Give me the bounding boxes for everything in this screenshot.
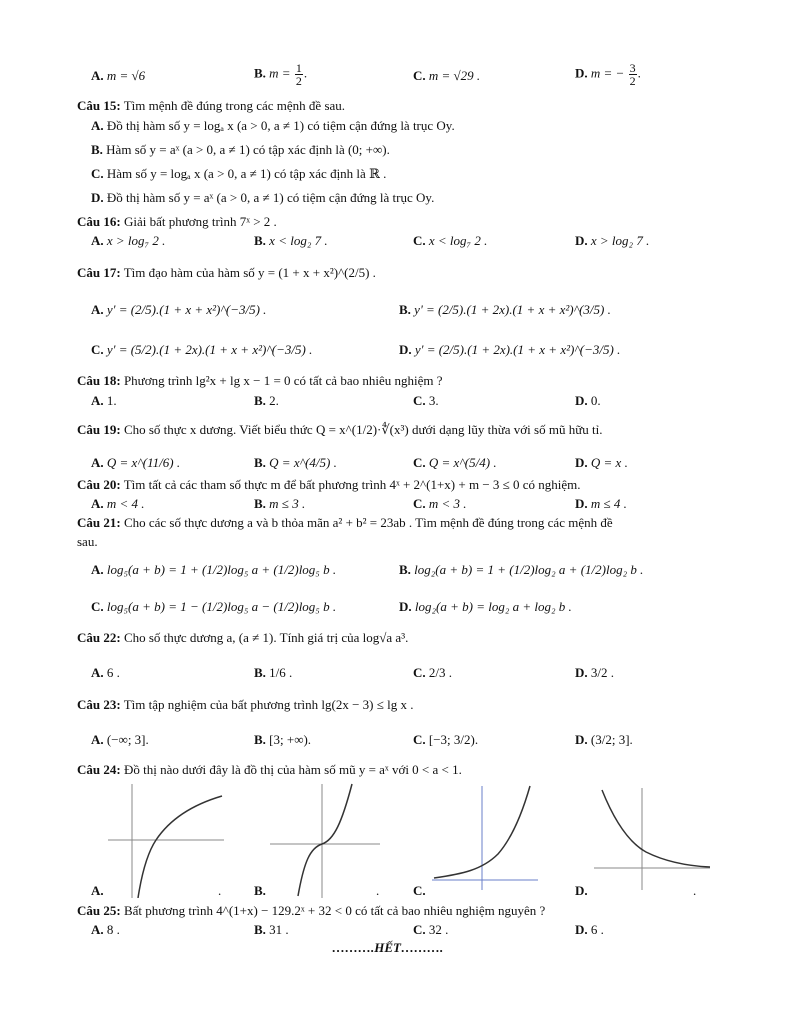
question-text: Bất phương trình 4^(1+x) − 129.2ˣ + 32 < 0 có tất cả bao nhiêu nghiệm nguyên ? (123, 903, 546, 918)
option-label: C. (413, 922, 426, 937)
graph-b-label (254, 883, 266, 899)
q20-option-b[interactable] (254, 496, 305, 512)
question-18 (77, 373, 443, 389)
option-label: C. (413, 68, 426, 83)
option-label: C. (91, 166, 104, 181)
question-label: Câu 25: (77, 903, 121, 918)
option-label: B. (254, 455, 266, 470)
option-text: m = (269, 65, 291, 81)
option-text: Đồ thị hàm số y = aˣ (a > 0, a ≠ 1) có tiệm cận đứng là trục Oy. (106, 190, 435, 205)
option-label: C. (413, 496, 426, 511)
curve (602, 790, 710, 867)
q17-option-a[interactable] (91, 302, 266, 318)
option-label: D. (575, 922, 588, 937)
question-label: Câu 23: (77, 697, 121, 712)
option-label: D. (575, 732, 588, 747)
option-text: [3; +∞). (269, 732, 312, 747)
option-text: 6 . (106, 665, 120, 680)
dot-text: . (693, 883, 697, 898)
option-label: C. (91, 342, 104, 357)
option-text: m = √29 . (428, 68, 481, 83)
q15-option-a[interactable] (91, 118, 455, 134)
q16-option-c[interactable] (413, 233, 487, 249)
option-label: A. (91, 883, 104, 898)
graph-b-dot (376, 883, 379, 899)
q16-option-d[interactable] (575, 233, 649, 249)
option-text: m ≤ 4 . (590, 496, 627, 511)
option-text: 3. (428, 393, 439, 408)
option-text: y' = (5/2).(1 + 2x).(1 + x + x²)^(−3/5) . (106, 342, 313, 357)
q16-option-a[interactable] (91, 233, 165, 249)
fraction: $\frac{3}{2}$ (629, 61, 636, 88)
q19-option-b[interactable] (254, 455, 337, 471)
option-label: A. (91, 302, 104, 317)
dot-text: . (376, 883, 380, 898)
q20-option-c[interactable] (413, 496, 467, 512)
question-label: Câu 22: (77, 630, 121, 645)
q21-option-d[interactable] (399, 599, 572, 615)
option-label: D. (399, 342, 412, 357)
option-text: Q = x . (590, 455, 628, 470)
option-label: B. (254, 65, 266, 81)
q21-option-b[interactable] (399, 562, 643, 578)
question-22 (77, 630, 408, 646)
option-label: C. (413, 665, 426, 680)
option-text: x < log₇ 2 . (428, 233, 488, 248)
option-text: m ≤ 3 . (269, 496, 306, 511)
q17-option-c[interactable] (91, 342, 312, 358)
question-text: Giải bất phương trình 7ˣ > 2 . (123, 214, 277, 229)
option-label: B. (91, 142, 103, 157)
option-label: B. (399, 302, 411, 317)
option-label: C. (413, 732, 426, 747)
option-label: A. (91, 393, 104, 408)
q14-option-a[interactable] (91, 68, 145, 84)
question-text: Cho các số thực dương a và b thỏa mãn a² + b² = 23ab . Tìm mệnh đề đúng trong các mệnh đề (123, 515, 613, 530)
option-label: A. (91, 68, 104, 83)
q18-option-d[interactable] (575, 393, 601, 409)
q25-option-a[interactable] (91, 922, 120, 938)
option-text: m < 4 . (106, 496, 145, 511)
question-label: Câu 15: (77, 98, 121, 113)
question-text: Tìm đạo hàm của hàm số y = (1 + x + x²)^(2/5) . (123, 265, 376, 280)
option-text: 8 . (106, 922, 120, 937)
option-label: D. (575, 665, 588, 680)
q25-option-d[interactable] (575, 922, 604, 938)
option-label: D. (575, 393, 588, 408)
question-text: Tìm mệnh đề đúng trong các mệnh đề sau. (123, 98, 346, 113)
option-label: B. (254, 883, 266, 898)
question-label: Câu 16: (77, 214, 121, 229)
option-label: C. (413, 883, 426, 898)
q21-option-c[interactable] (91, 599, 336, 615)
option-text: m = − (590, 65, 625, 81)
option-text: 1. (106, 393, 117, 408)
q17-option-d[interactable] (399, 342, 620, 358)
q18-option-b[interactable] (254, 393, 279, 409)
option-text: Hàm số y = logₐ x (a > 0, a ≠ 1) có tập xác định là ℝ . (106, 166, 387, 181)
question-21 (77, 515, 613, 531)
q16-option-b[interactable] (254, 233, 328, 249)
question-text: Tìm tất cả các tham số thực m để bất phương trình 4ˣ + 2^(1+x) + m − 3 ≤ 0 có nghiệm. (123, 477, 581, 492)
option-label: A. (91, 732, 104, 747)
q21-option-a[interactable] (91, 562, 336, 578)
graph-d-label (575, 883, 588, 899)
option-label: A. (91, 118, 104, 133)
end-marker: ……….HẾT………. (332, 940, 444, 955)
option-text: Hàm số y = aˣ (a > 0, a ≠ 1) có tập xác định là (0; +∞). (106, 142, 390, 157)
q18-option-a[interactable] (91, 393, 117, 409)
option-label: B. (254, 393, 266, 408)
option-text: 6 . (590, 922, 604, 937)
option-text: y' = (2/5).(1 + 2x).(1 + x + x²)^(−3/5) . (414, 342, 621, 357)
option-label: D. (399, 599, 412, 614)
option-label: C. (413, 455, 426, 470)
question-20 (77, 477, 581, 493)
option-label: B. (254, 233, 266, 248)
question-text: Phương trình lg²x + lg x − 1 = 0 có tất cả bao nhiêu nghiệm ? (123, 373, 443, 388)
question-17 (77, 265, 376, 281)
option-label: A. (91, 665, 104, 680)
q25-option-b[interactable] (254, 922, 289, 938)
option-label: A. (91, 496, 104, 511)
option-text: (−∞; 3]. (106, 732, 149, 747)
option-text: x > log₂ 7 . (590, 233, 650, 248)
option-text: x > log₇ 2 . (106, 233, 166, 248)
option-label: A. (91, 562, 104, 577)
option-label: A. (91, 922, 104, 937)
question-text: Cho số thực dương a, (a ≠ 1). Tính giá trị của log√a a³. (123, 630, 409, 645)
option-text: 2. (269, 393, 279, 408)
q20-option-a[interactable] (91, 496, 145, 512)
q14-option-d[interactable]: D. m = − $\frac{3}{2}$ . (575, 61, 641, 88)
q23-option-c[interactable] (413, 732, 478, 748)
option-label: A. (91, 233, 104, 248)
question-19 (77, 422, 602, 438)
option-label: C. (413, 393, 426, 408)
option-text: 2/3 . (428, 665, 453, 680)
question-text: sau. (77, 534, 98, 549)
q19-option-a[interactable] (91, 455, 180, 471)
question-text: Cho số thực x dương. Viết biểu thức Q = x^(1/2)·∜(x³) dưới dạng lũy thừa với số mũ hữu tỉ. (123, 422, 603, 437)
option-label: D. (575, 65, 588, 81)
graph-a-label (91, 883, 104, 899)
question-label: Câu 18: (77, 373, 121, 388)
curve (298, 784, 352, 896)
option-text: 0. (590, 393, 601, 408)
option-label: C. (91, 599, 104, 614)
option-text: 1/6 . (269, 665, 293, 680)
option-label: B. (254, 922, 266, 937)
option-text: log₂(a + b) = 1 + (1/2)log₂ a + (1/2)log₂ b . (414, 562, 644, 577)
option-text: y' = (2/5).(1 + 2x).(1 + x + x²)^(3/5) . (414, 302, 611, 317)
q22-option-d[interactable] (575, 665, 614, 681)
q23-option-b[interactable] (254, 732, 311, 748)
option-text: 32 . (428, 922, 449, 937)
graph-d-dot (693, 883, 696, 899)
question-label: Câu 21: (77, 515, 121, 530)
option-label: A. (91, 455, 104, 470)
graph-d[interactable] (594, 786, 712, 892)
question-label: Câu 20: (77, 477, 121, 492)
question-15 (77, 98, 345, 114)
q15-option-d[interactable] (91, 190, 434, 206)
question-23 (77, 697, 414, 713)
question-label: Câu 17: (77, 265, 121, 280)
option-text: m = √6 (106, 68, 146, 83)
question-24 (77, 762, 462, 778)
q25-option-c[interactable] (413, 922, 448, 938)
option-label: B. (399, 562, 411, 577)
q19-option-d[interactable] (575, 455, 628, 471)
option-label: C. (413, 233, 426, 248)
option-label: D. (575, 496, 588, 511)
option-text: Q = x^(5/4) . (428, 455, 497, 470)
option-text: y' = (2/5).(1 + x + x²)^(−3/5) . (106, 302, 267, 317)
option-text: [−3; 3/2). (428, 732, 479, 747)
q18-option-c[interactable] (413, 393, 439, 409)
option-text: Q = x^(11/6) . (106, 455, 181, 470)
q19-option-c[interactable] (413, 455, 497, 471)
q22-option-b[interactable] (254, 665, 292, 681)
fraction: $\frac{1}{2}$ (295, 61, 302, 88)
option-text: m < 3 . (428, 496, 467, 511)
q14-option-c[interactable] (413, 68, 480, 84)
option-text: 31 . (269, 922, 289, 937)
question-text: Tìm tập nghiệm của bất phương trình lg(2x − 3) ≤ lg x . (123, 697, 414, 712)
option-label: B. (254, 496, 266, 511)
graph-c-label (413, 883, 426, 899)
q22-option-c[interactable] (413, 665, 452, 681)
question-label: Câu 24: (77, 762, 121, 777)
option-label: D. (575, 233, 588, 248)
q22-option-a[interactable] (91, 665, 120, 681)
option-label: D. (575, 883, 588, 898)
graph-b[interactable] (270, 782, 382, 898)
option-label: D. (575, 455, 588, 470)
graph-a[interactable] (108, 782, 228, 898)
question-label: Câu 19: (77, 422, 121, 437)
option-label: B. (254, 665, 266, 680)
q23-option-a[interactable] (91, 732, 149, 748)
option-text: Q = x^(4/5) . (269, 455, 337, 470)
option-text: Đồ thị hàm số y = logₐ x (a > 0, a ≠ 1) có tiệm cận đứng là trục Oy. (106, 118, 455, 133)
q23-option-d[interactable] (575, 732, 633, 748)
question-25 (77, 903, 545, 919)
option-label: D. (91, 190, 104, 205)
q14-option-b[interactable]: B. m = $\frac{1}{2}$ . (254, 61, 308, 88)
option-text: log₂(a + b) = log₂ a + log₂ b . (414, 599, 572, 614)
curve (138, 796, 222, 898)
option-text: log₅(a + b) = 1 + (1/2)log₅ a + (1/2)log₅ b . (106, 562, 337, 577)
q15-option-b[interactable] (91, 142, 390, 158)
q17-option-b[interactable] (399, 302, 611, 318)
option-label: B. (254, 732, 266, 747)
question-21-continued (77, 534, 98, 550)
option-text: x < log₂ 7 . (269, 233, 328, 248)
dot-text: . (218, 883, 222, 898)
question-16 (77, 214, 277, 230)
question-text: Đồ thị nào dưới đây là đồ thị của hàm số mũ y = aˣ với 0 < a < 1. (123, 762, 462, 777)
option-text: 3/2 . (590, 665, 615, 680)
option-text: (3/2; 3]. (590, 732, 633, 747)
q20-option-d[interactable] (575, 496, 627, 512)
option-text: log₅(a + b) = 1 − (1/2)log₅ a − (1/2)log₅ b . (106, 599, 337, 614)
graph-a-dot (218, 883, 221, 899)
q15-option-c[interactable] (91, 166, 386, 182)
graph-c[interactable] (432, 784, 544, 892)
